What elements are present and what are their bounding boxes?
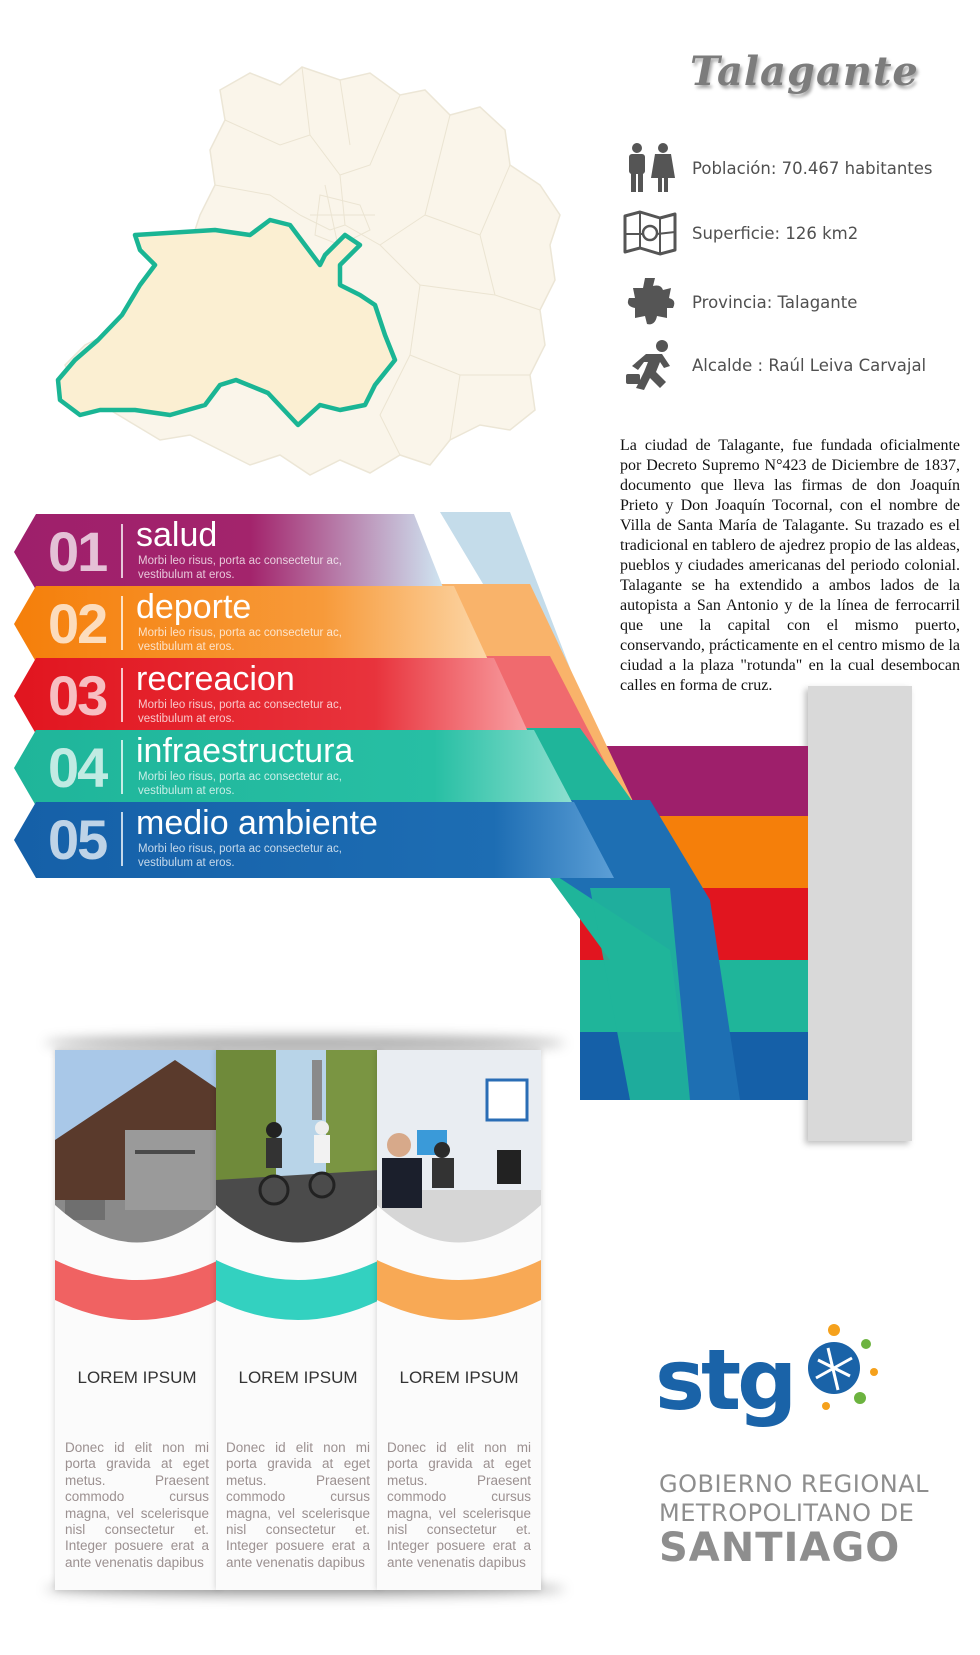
ribbon-divider: [121, 524, 123, 578]
province-text: Provincia: Talagante: [692, 292, 858, 312]
province-row: [620, 272, 960, 332]
ribbon-label: infraestructura: [136, 732, 354, 770]
ribbon-subtext: Morbi leo risus, porta ac consectetur ac, vestibulum at eros.: [138, 771, 342, 797]
ribbon-label: salud: [136, 516, 218, 554]
logo-line-2: METROPOLITANO DE: [659, 1499, 915, 1527]
ribbon-infraestructura[interactable]: [14, 730, 614, 806]
ribbon-divider: [121, 668, 123, 722]
card-title: LOREM IPSUM: [238, 1368, 358, 1387]
card-building[interactable]: [55, 1050, 219, 1590]
ribbon-number: 01: [48, 520, 107, 583]
logo-mark-text: stg: [655, 1331, 794, 1429]
description-text: La ciudad de Talagante, fue fundada oficialmente por Decreto Supremo N°423 de Diciembre de 1837, documento que lleva las firmas de don Joaquín Prieto y Don Joaquín Tocornal, con el nombre de Villa de Santa María de Talagante. Su trazado es el tradicional en tablero de ajedrez propio de las aldeas, pueblos y ciudades americanas del periodo colonial. Talagante se ha extendido a ambos lados de la autopista a San Antonio y de la línea de ferrocarril que une la capital con el mismo puerto, conservando, prácticamente en el centro mismo de la ciudad a la plaza "rotunda" en la cual desembocan calles en forma de cruz.: [620, 437, 960, 694]
card-title: LOREM IPSUM: [399, 1368, 519, 1387]
ribbon-label: medio ambiente: [136, 804, 378, 842]
logo-line-3: SANTIAGO: [659, 1525, 901, 1571]
ribbon-medio-ambiente[interactable]: [14, 802, 614, 878]
building-photo: [55, 1050, 219, 1250]
ribbon-recreacion[interactable]: [14, 658, 614, 734]
logo-globe-icon: [798, 1320, 882, 1410]
cards-top-shadow: [45, 1036, 565, 1050]
card-title: LOREM IPSUM: [77, 1368, 197, 1387]
card-text: Donec id elit non mi porta gravida at eget metus. Praesent commodo cursus magna, vel scelerisque nisl consectetur et. Integer posuere erat a ante venenatis dapibus: [387, 1440, 531, 1570]
ribbon-divider: [121, 812, 123, 866]
population-text: Población: 70.467 habitantes: [692, 158, 933, 178]
mayor-text: Alcalde : Raúl Leiva Carvajal: [692, 355, 927, 375]
ribbon-subtext: Morbi leo risus, porta ac consectetur ac, vestibulum at eros.: [138, 555, 342, 581]
people-icon: [620, 140, 680, 196]
puzzle-icon: [620, 274, 680, 330]
surface-text: Superficie: 126 km2: [692, 223, 859, 243]
card-text: Donec id elit non mi porta gravida at eget metus. Praesent commodo cursus magna, vel scelerisque nisl consectetur et. Integer posuere erat a ante venenatis dapibus: [226, 1440, 370, 1570]
ribbon-divider: [121, 596, 123, 650]
ribbon-divider: [121, 740, 123, 794]
card-accent-wave: [55, 1240, 219, 1350]
office-photo: [377, 1050, 541, 1250]
page-title: Talagante: [690, 48, 919, 95]
map-icon: [620, 205, 680, 261]
card-accent-wave: [216, 1240, 380, 1350]
ribbon-label: recreacion: [136, 660, 295, 698]
ribbon-back-panel: [808, 686, 912, 1141]
ribbon-number: 02: [48, 592, 107, 655]
ribbon-number: 05: [48, 808, 107, 871]
card-cyclists[interactable]: [216, 1050, 380, 1590]
running-man-icon: [620, 337, 680, 393]
card-office[interactable]: [377, 1050, 541, 1590]
ribbon-subtext: Morbi leo risus, porta ac consectetur ac, vestibulum at eros.: [138, 843, 342, 869]
cyclists-photo: [216, 1050, 380, 1250]
ribbon-subtext: Morbi leo risus, porta ac consectetur ac, vestibulum at eros.: [138, 699, 342, 725]
ribbon-deporte[interactable]: [14, 586, 614, 662]
ribbon-number: 04: [48, 736, 107, 799]
logo-line-1: GOBIERNO REGIONAL: [659, 1470, 929, 1498]
population-row: [620, 138, 960, 198]
ribbon-salud[interactable]: [14, 514, 614, 590]
mayor-row: [620, 335, 960, 395]
ribbon-label: deporte: [136, 588, 252, 626]
card-text: Donec id elit non mi porta gravida at eget metus. Praesent commodo cursus magna, vel scelerisque nisl consectetur et. Integer posuere erat a ante venenatis dapibus: [65, 1440, 209, 1570]
ribbon-subtext: Morbi leo risus, porta ac consectetur ac, vestibulum at eros.: [138, 627, 342, 653]
card-accent-wave: [377, 1240, 541, 1350]
surface-row: [620, 203, 960, 263]
region-map: [40, 55, 600, 505]
ribbon-number: 03: [48, 664, 107, 727]
